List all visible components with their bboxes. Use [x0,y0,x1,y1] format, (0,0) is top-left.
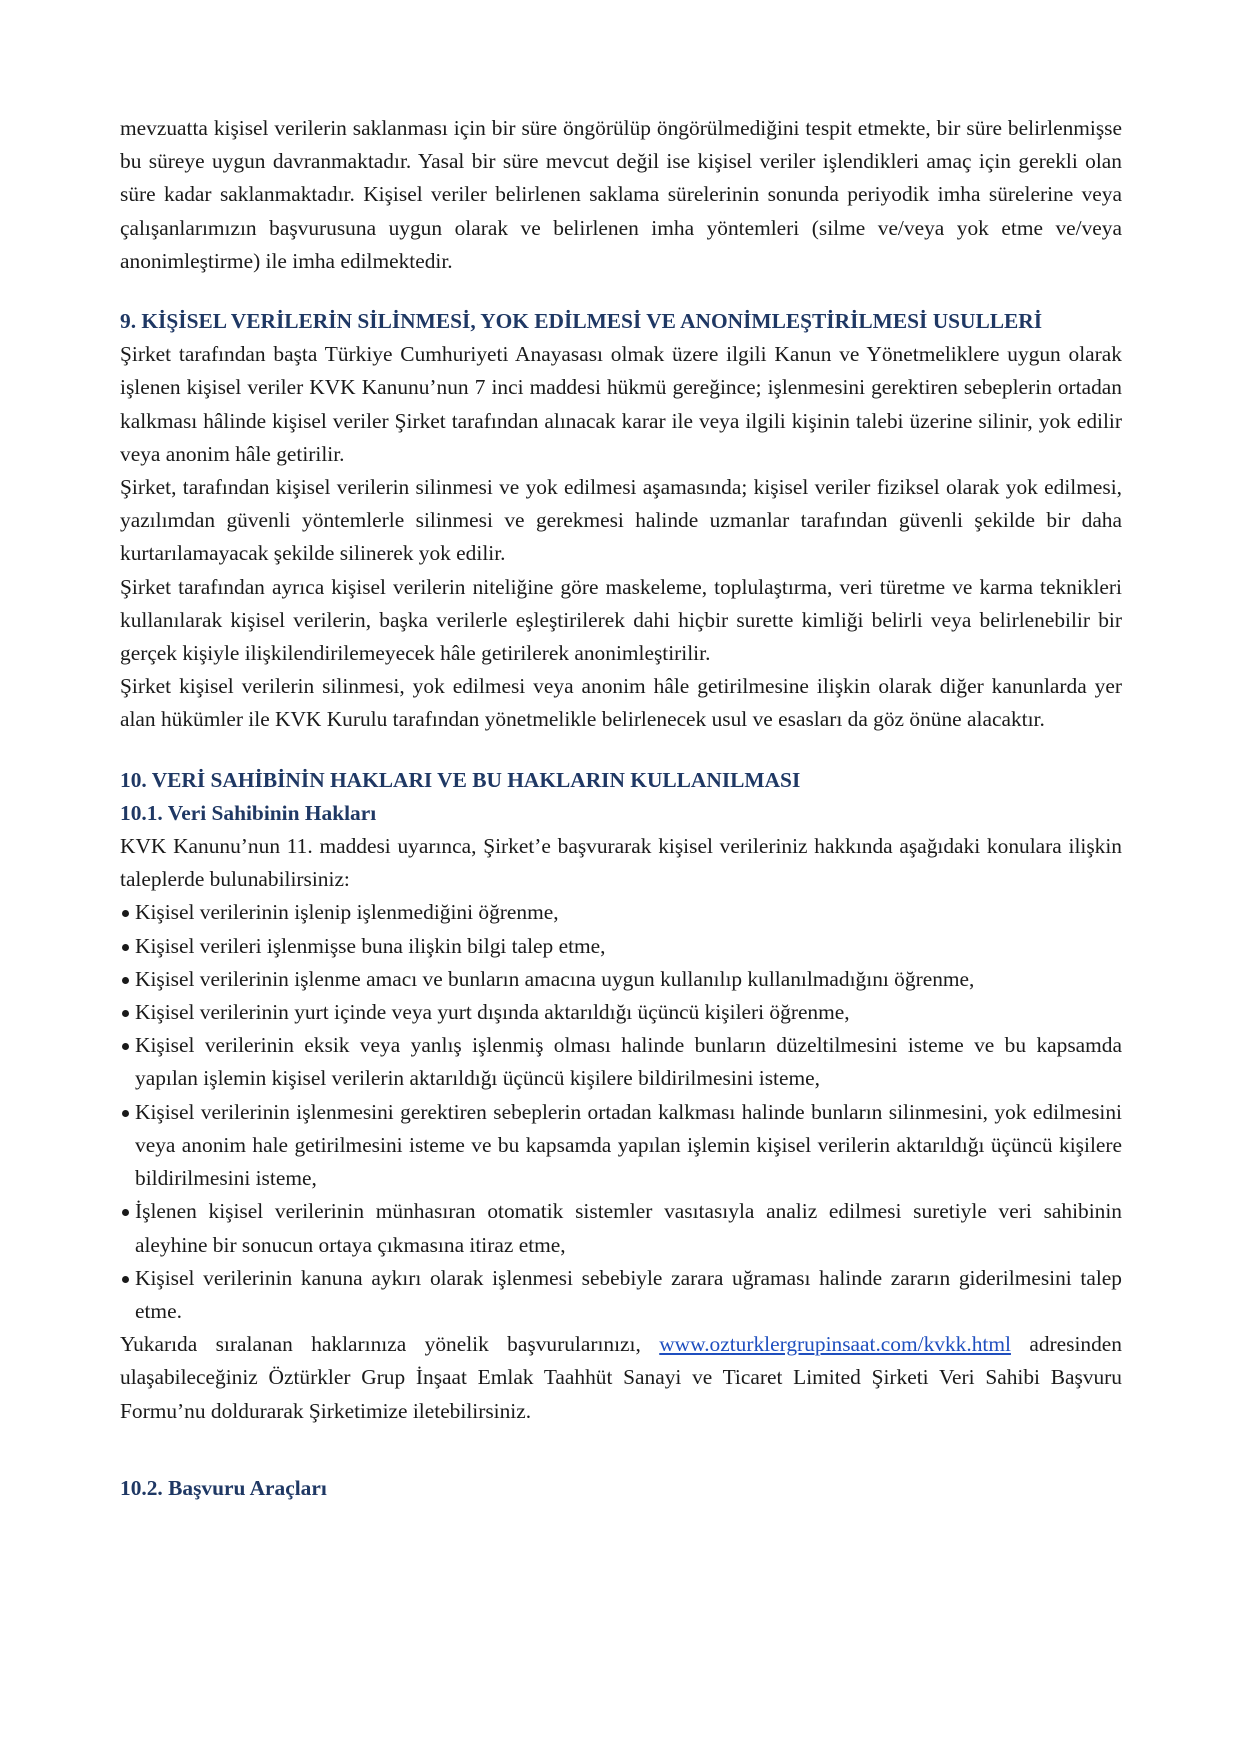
rights-list-item-text: Kişisel verileri işlenmişse buna ilişkin bilgi talep etme, [135,933,606,958]
section-9-paragraph: Şirket tarafından başta Türkiye Cumhuriyeti Anayasası olmak üzere ilgili Kanun ve Yönetmeliklere uygun olarak işlenen kişisel veriler KVK Kanunu’nun 7 inci maddesi hükmü gereğince; işlenmesini gerektiren sebeplerin ortadan kalkması hâlinde kişisel veriler Şirket tarafından alınacak karar ile veya ilgili kişinin talebi üzerine silinir, yok edilir veya anonim hâle getirilir. [120,342,1122,466]
spacer [120,278,1122,305]
rights-list-item-text: Kişisel verilerinin işlenmesini gerektiren sebeplerin ortadan kalkması halinde bunların silinmesini, yok edilmesini veya anonim hale getirilmesini isteme ve bu kapsamda yapılan işlemin kişisel verilerin aktarıldığı üçüncü kişilere bildirilmesini isteme, [135,1099,1122,1191]
rights-list-item [120,1096,1122,1196]
bullet-icon [120,996,131,1029]
section-9-paragraph: Şirket kişisel verilerin silinmesi, yok edilmesi veya anonim hâle getirilmesine ilişkin olarak diğer kanunlarda yer alan hükümler ile KVK Kurulu tarafından yönetmelikle belirlenecek usul ve esasları da göz önüne alacaktır. [120,674,1122,732]
rights-list-item [120,1195,1122,1261]
spacer [120,737,1122,764]
rights-list-item-text: Kişisel verilerinin yurt içinde veya yurt dışında aktarıldığı üçüncü kişileri öğrenme, [135,1000,850,1025]
section-10-heading: 10. VERİ SAHİBİNİN HAKLARI VE BU HAKLARIN KULLANILMASI [120,767,801,792]
rights-list-item [120,896,1122,929]
application-text-after: adresinden ulaşabileceğiniz Öztürkler Grup İnşaat Emlak Taahhüt Sanayi ve Ticaret Limited Şirketi Veri Sahibi Başvuru Formu’nu doldurarak Şirketimize iletebilirsiniz. [120,1332,1122,1423]
rights-list-item [120,930,1122,963]
bullet-icon [120,1195,131,1261]
section-10-1-heading: 10.1. Veri Sahibinin Hakları [120,800,377,825]
bullet-icon [120,1262,131,1328]
section-9-paragraph: Şirket, tarafından kişisel verilerin silinmesi ve yok edilmesi aşamasında; kişisel veriler fiziksel olarak yok edilmesi, yazılımdan güvenli yöntemlerle silinmesi ve gerekmesi halinde uzmanlar tarafından güvenli şekilde bir daha kurtarılamayacak şekilde silinerek yok edilir. [120,475,1122,566]
rights-list-item [120,963,1122,996]
section-10-1-intro: KVK Kanunu’nun 11. maddesi uyarınca, Şirket’e başvurarak kişisel verileriniz hakkında aşağıdaki konulara ilişkin taleplerde bulunabilirsiniz: [120,834,1122,892]
rights-list-item-text: İşlenen kişisel verilerinin münhasıran otomatik sistemler vasıtasıyla analiz edilmesi suretiyle veri sahibinin aleyhine bir sonucun ortaya çıkmasına itiraz etme, [135,1199,1122,1257]
document-page [120,112,1122,1505]
rights-list-item [120,1262,1122,1328]
bullet-icon [120,1096,131,1196]
bullet-icon [120,963,131,996]
section-9-heading: 9. KİŞİSEL VERİLERİN SİLİNMESİ, YOK EDİLMESİ VE ANONİMLEŞTİRİLMESİ USULLERİ [120,309,1043,334]
kvkk-link[interactable]: www.ozturklergrupinsaat.com/kvkk.html [659,1332,1011,1357]
spacer [120,1428,1122,1472]
rights-list-item-text: Kişisel verilerinin kanuna aykırı olarak işlenmesi sebebiyle zarara uğraması halinde zararın giderilmesini talep etme. [135,1265,1122,1323]
section-10-2-heading: 10.2. Başvuru Araçları [120,1475,327,1500]
rights-list-item [120,996,1122,1029]
bullet-icon [120,930,131,963]
rights-list-item-text: Kişisel verilerinin işlenme amacı ve bunların amacına uygun kullanılıp kullanılmadığını öğrenme, [135,966,975,991]
rights-list-item-text: Kişisel verilerinin eksik veya yanlış işlenmiş olması halinde bunların düzeltilmesini isteme ve bu kapsamda yapılan işlemin kişisel verilerin aktarıldığı üçüncü kişilere bildirilmesini isteme, [135,1033,1122,1091]
rights-list-item [120,1029,1122,1095]
application-paragraph [120,1328,1122,1428]
rights-list-item-text: Kişisel verilerinin işlenip işlenmediğini öğrenme, [135,900,559,925]
application-text-before: Yukarıda sıralanan haklarınıza yönelik başvurularınızı, [120,1332,641,1357]
bullet-icon [120,896,131,929]
intro-paragraph: mevzuatta kişisel verilerin saklanması için bir süre öngörülüp öngörülmediğini tespit etmekte, bir süre belirlenmişse bu süreye uygun davranmaktadır. Yasal bir süre mevcut değil ise kişisel veriler işlendikleri amaç için gerekli olan süre kadar saklanmaktadır. Kişisel veriler belirlenen saklama sürelerinin sonunda periyodik imha sürelerine veya çalışanlarımızın başvurusuna uygun olarak ve belirlenen imha yöntemleri (silme ve/veya yok etme ve/veya anonimleştirme) ile imha edilmektedir. [120,116,1122,273]
bullet-icon [120,1029,131,1095]
section-9-paragraph: Şirket tarafından ayrıca kişisel verilerin niteliğine göre maskeleme, toplulaştırma, veri türetme ve karma teknikleri kullanılarak kişisel verilerin, başka verilerle eşleştirilerek dahi hiçbir surette kimliği belirli veya belirlenebilir bir gerçek kişiyle ilişkilendirilemeyecek hâle getirilerek anonimleştirilir. [120,574,1122,666]
